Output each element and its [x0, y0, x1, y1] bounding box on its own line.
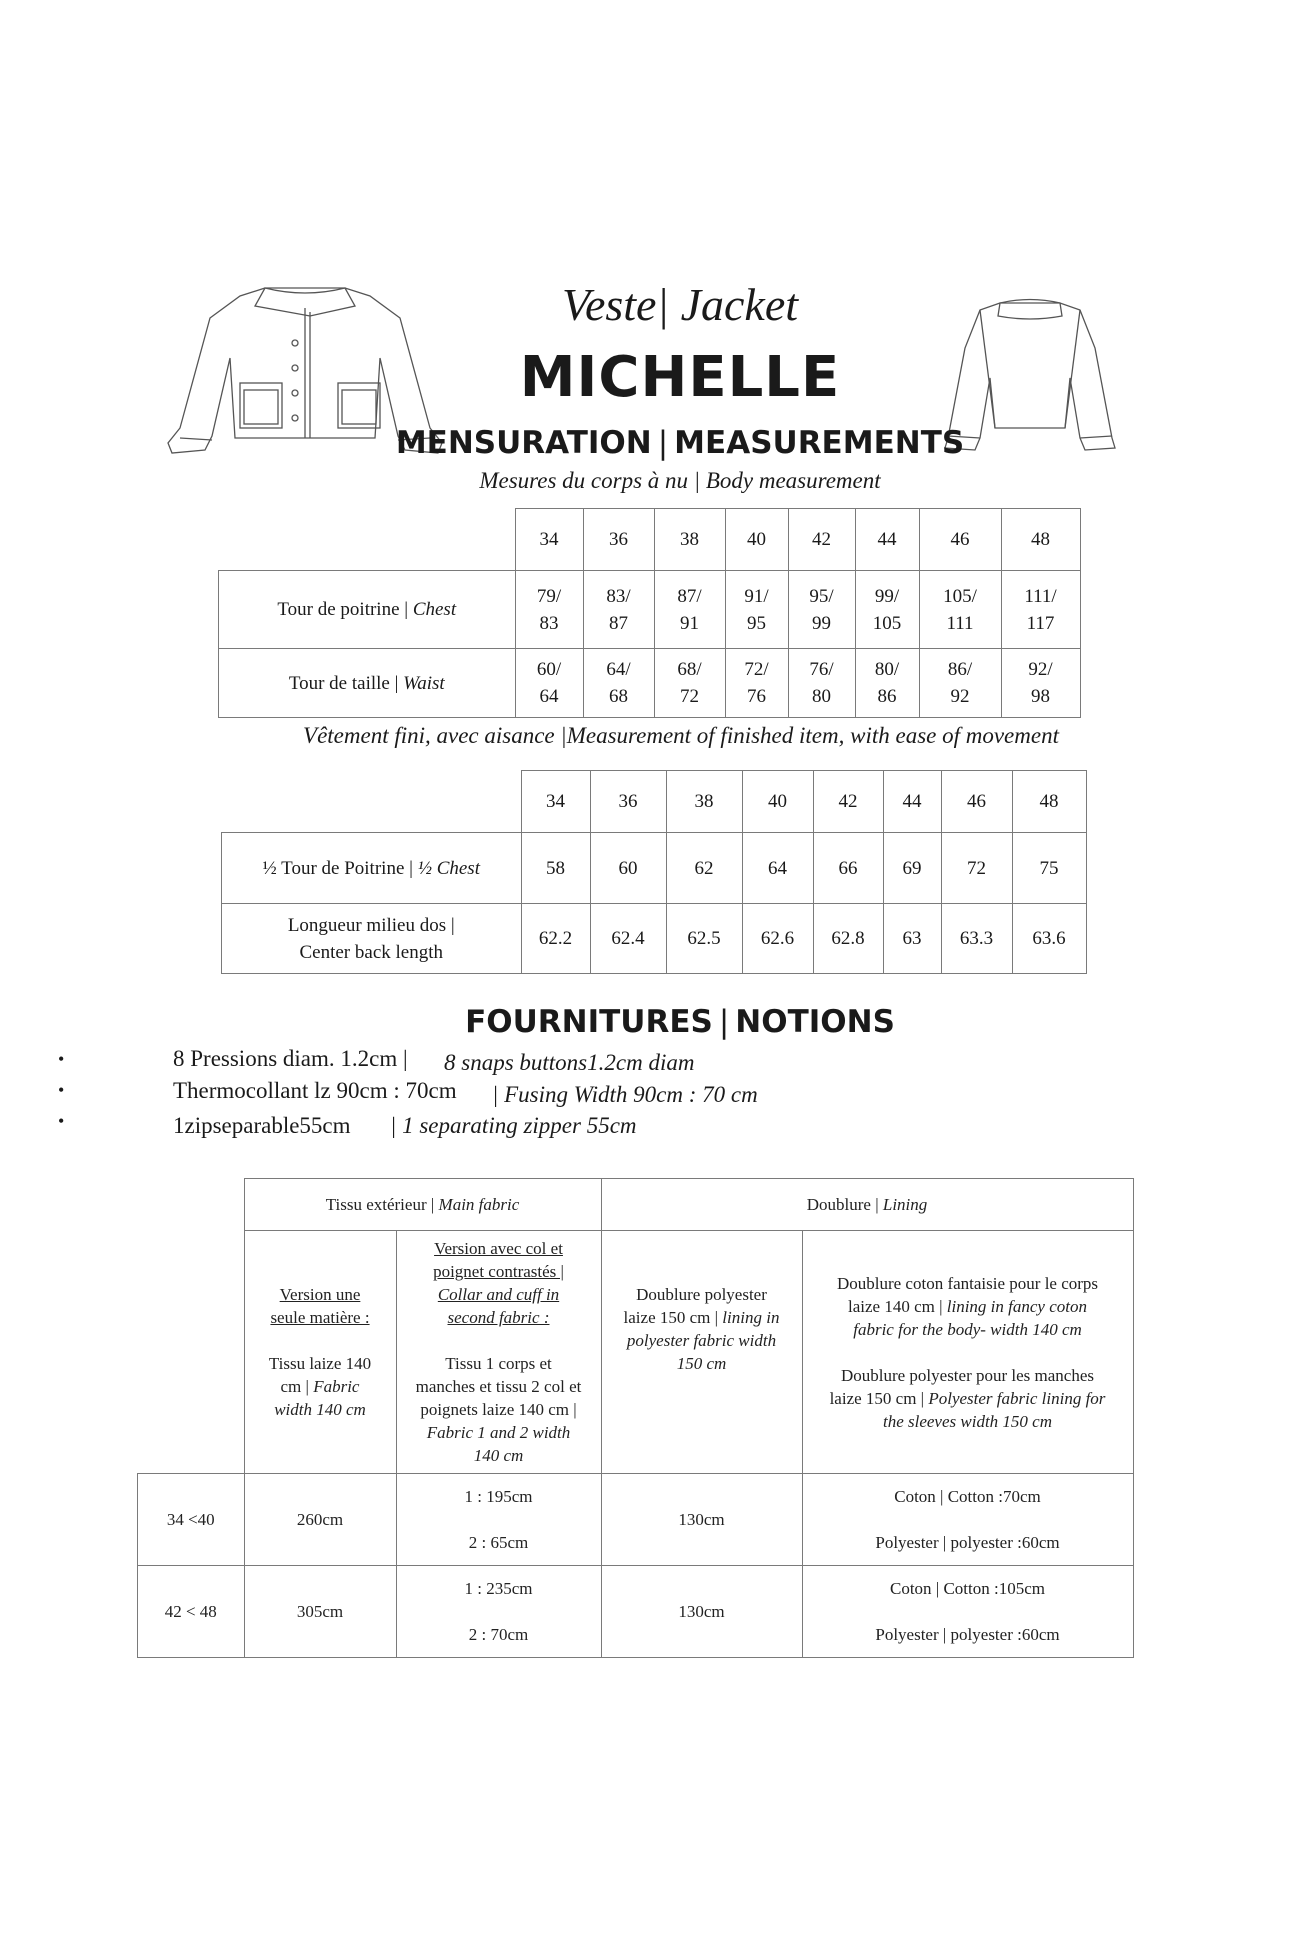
section-divider: | [657, 425, 669, 461]
table-cell: 62.8 [813, 904, 883, 974]
table-row [219, 509, 1081, 571]
table-row [138, 1179, 1134, 1231]
notion-item-en: 8 snaps buttons1.2cm diam [444, 1050, 695, 1075]
size-header: 46 [919, 509, 1001, 571]
size-header: 42 [788, 509, 855, 571]
notion-item-en: | 1 separating zipper 55cm [390, 1113, 637, 1138]
table-cell: 66 [813, 833, 883, 904]
notion-item-en: | Fusing Width 90cm : 70 cm [492, 1082, 758, 1107]
bullet: • [58, 1080, 65, 1100]
section-title-notions [0, 1004, 1300, 1040]
section-title-fr: FOURNITURES [465, 1004, 713, 1040]
row-label-waist: Tour de taille | Waist [219, 649, 516, 718]
table-cell: 111/ 117 [1001, 571, 1080, 649]
table-cell: 1 : 195cm 2 : 65cm [396, 1474, 601, 1566]
header-lining: Doublure | Lining [601, 1179, 1133, 1231]
row-label-back-length: Longueur milieu dos | Center back length [222, 904, 522, 974]
section-title-en: MEASUREMENTS [674, 425, 965, 461]
finished-measurement-table [221, 770, 1087, 974]
table-cell: 60/ 64 [515, 649, 583, 718]
table-row [222, 771, 1087, 833]
section-title-measurements [0, 425, 1300, 461]
table-cell: 62 [666, 833, 742, 904]
table-cell: 92/ 98 [1001, 649, 1080, 718]
size-header: 42 [813, 771, 883, 833]
table-cell: 79/ 83 [515, 571, 583, 649]
table-row [222, 904, 1087, 974]
table-cell: 80/ 86 [855, 649, 919, 718]
col-single-fabric: Version une seule matière : Tissu laize 140 cm | Fabric width 140 cm [244, 1231, 396, 1474]
table-cell: 64 [742, 833, 813, 904]
col-cotton-lining: Doublure coton fantaisie pour le corps laize 140 cm | lining in fancy coton fabric for the body- width 140 cm Doublure polyester pour les manches laize 150 cm | Polyester fabric lining for the sleeves width 150 cm [802, 1231, 1133, 1474]
table-row [219, 649, 1081, 718]
table-cell: 62.4 [590, 904, 666, 974]
table-row [138, 1474, 1134, 1566]
col-contrast-fabric: Version avec col et poignet contrastés | Collar and cuff in second fabric : Tissu 1 corps et manches et tissu 2 col et poignets laize 140 cm | Fabric 1 and 2 width 140 cm [396, 1231, 601, 1474]
table-row [219, 571, 1081, 649]
size-header: 40 [742, 771, 813, 833]
section-title-fr: MENSURATION [395, 425, 652, 461]
table-cell: 305cm [244, 1566, 396, 1658]
table-cell: 87/ 91 [654, 571, 725, 649]
size-header: 36 [583, 509, 654, 571]
table-cell: Coton | Cotton :70cm Polyester | polyester :60cm [802, 1474, 1133, 1566]
finished-measurement-caption: Vêtement fini, avec aisance |Measurement of finished item, with ease of movement [303, 723, 1059, 748]
table-cell: 58 [521, 833, 590, 904]
table-cell: 62.6 [742, 904, 813, 974]
table-cell: 95/ 99 [788, 571, 855, 649]
table-cell: 86/ 92 [919, 649, 1001, 718]
page-title: MICHELLE [519, 345, 841, 410]
body-measurement-table [218, 508, 1081, 718]
table-cell: 76/ 80 [788, 649, 855, 718]
size-header: 36 [590, 771, 666, 833]
table-cell: 68/ 72 [654, 649, 725, 718]
table-cell: 105/ 111 [919, 571, 1001, 649]
size-header: 40 [725, 509, 788, 571]
bullet: • [58, 1111, 65, 1131]
table-cell: 60 [590, 833, 666, 904]
table-cell: 64/ 68 [583, 649, 654, 718]
table-row [222, 833, 1087, 904]
row-label-half-chest: ½ Tour de Poitrine | ½ Chest [222, 833, 522, 904]
row-label-chest: Tour de poitrine | Chest [219, 571, 516, 649]
table-cell: 260cm [244, 1474, 396, 1566]
size-range-cell: 34 <40 [138, 1474, 245, 1566]
table-cell: 99/ 105 [855, 571, 919, 649]
table-cell: 69 [883, 833, 941, 904]
section-title-en: NOTIONS [735, 1004, 895, 1040]
table-cell: 75 [1012, 833, 1086, 904]
size-header: 34 [515, 509, 583, 571]
table-cell: 1 : 235cm 2 : 70cm [396, 1566, 601, 1658]
table-cell: 62.5 [666, 904, 742, 974]
notion-item-fr: Thermocollant lz 90cm : 70cm [173, 1078, 457, 1103]
table-cell: 130cm [601, 1474, 802, 1566]
size-header: 34 [521, 771, 590, 833]
table-cell: 130cm [601, 1566, 802, 1658]
notion-item-fr: 1zipseparable55cm [173, 1113, 351, 1138]
table-cell: 91/ 95 [725, 571, 788, 649]
notion-item-fr: 8 Pressions diam. 1.2cm | [173, 1046, 408, 1071]
size-header: 46 [941, 771, 1012, 833]
size-header: 44 [883, 771, 941, 833]
table-cell: 63 [883, 904, 941, 974]
table-cell: 62.2 [521, 904, 590, 974]
section-divider: | [718, 1004, 730, 1040]
title-script: Veste| Jacket [561, 279, 799, 330]
table-row [138, 1231, 1134, 1474]
table-cell: 63.6 [1012, 904, 1086, 974]
size-header: 48 [1012, 771, 1086, 833]
col-polyester-lining: Doublure polyester laize 150 cm | lining in polyester fabric width 150 cm [601, 1231, 802, 1474]
fabric-requirements-table [137, 1178, 1134, 1658]
size-header: 48 [1001, 509, 1080, 571]
size-range-cell: 42 < 48 [138, 1566, 245, 1658]
size-header: 44 [855, 509, 919, 571]
table-cell: 72/ 76 [725, 649, 788, 718]
table-cell: 72 [941, 833, 1012, 904]
size-header: 38 [666, 771, 742, 833]
table-cell: 63.3 [941, 904, 1012, 974]
bullet: • [58, 1049, 65, 1069]
table-cell: Coton | Cotton :105cm Polyester | polyester :60cm [802, 1566, 1133, 1658]
table-cell: 83/ 87 [583, 571, 654, 649]
size-header: 38 [654, 509, 725, 571]
table-row [138, 1566, 1134, 1658]
body-measurement-caption: Mesures du corps à nu | Body measurement [479, 468, 881, 493]
header-main-fabric: Tissu extérieur | Main fabric [244, 1179, 601, 1231]
